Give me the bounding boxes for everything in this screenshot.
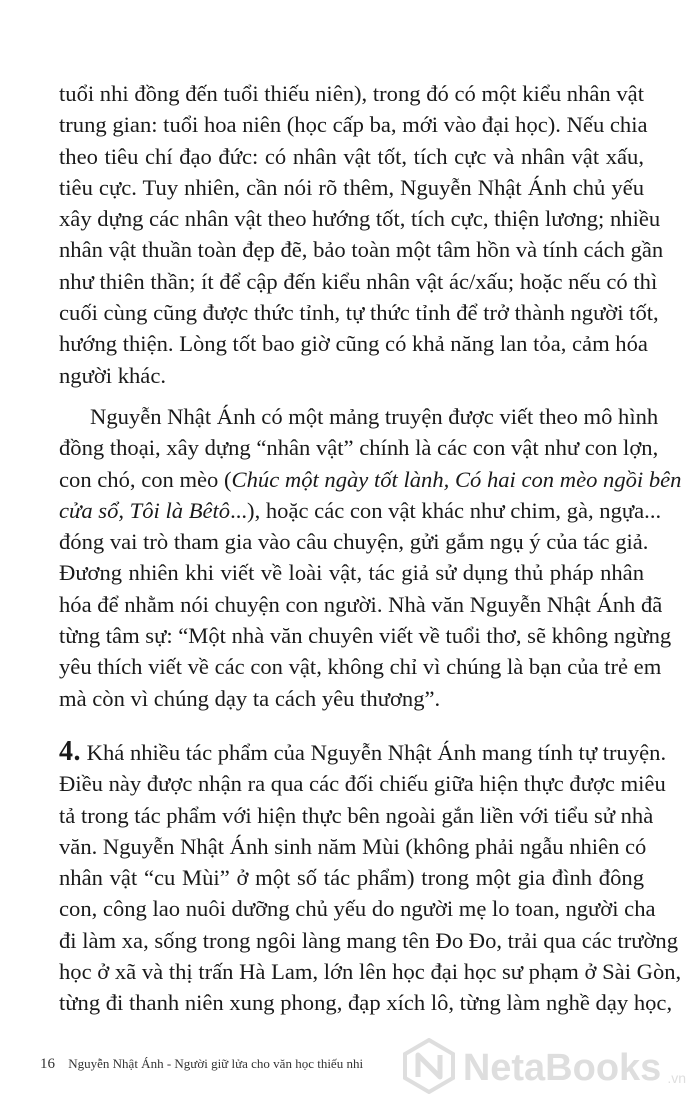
book-titles-italic: Chúc một ngày tốt lành, Có hai con mèo ngồi bên [231, 466, 682, 492]
book-titles-italic: cửa sổ, Tôi là Bêtô [59, 497, 231, 523]
text-line: đóng vai trò tham gia vào câu chuyện, gửi gắm ngụ ý của tác giả. [59, 529, 649, 555]
text-line: tả trong tác phẩm với hiện thực bên ngoài gắn liền với tiểu sử nhà [59, 802, 654, 828]
text-run: ...), hoặc các con vật khác như chim, gà, ngựa... [230, 497, 662, 523]
text-line: Đương nhiên khi viết về loài vật, tác giả sử dụng thủ pháp nhân [59, 560, 644, 586]
text-line: nhân vật thuần toàn đẹp đẽ, bảo toàn một tâm hồn và tính cách gần [59, 237, 664, 263]
text-line: theo tiêu chí đạo đức: có nhân vật tốt, tích cực và nhân vật xấu, [59, 143, 644, 169]
text-line [59, 495, 662, 526]
netabooks-n-logo-icon [401, 1038, 457, 1099]
paragraph-2 [59, 401, 682, 714]
watermark-tld: .vn [667, 1070, 686, 1086]
text-line: hướng thiện. Lòng tốt bao giờ cũng có khả năng lan tỏa, cảm hóa [59, 331, 648, 357]
text-line: văn. Nguyễn Nhật Ánh sinh năm Mùi (không phải ngẫu nhiên có [59, 833, 647, 859]
text-line: từng tâm sự: “Một nhà văn chuyên viết về tuổi thơ, sẽ không ngừng [59, 623, 672, 649]
section-number: 4. [59, 735, 81, 767]
text-line [59, 464, 682, 495]
netabooks-watermark [401, 1040, 686, 1096]
body-text [59, 78, 682, 1019]
text-line: mà còn vì chúng dạy ta cách yêu thương”. [59, 685, 441, 711]
text-line: cuối cùng cũng được thức tỉnh, tự thức tỉnh để trở thành người tốt, [59, 300, 659, 326]
paragraph-1 [59, 78, 664, 391]
text-run: con chó, con mèo ( [59, 466, 232, 492]
text-line: trung gian: tuổi hoa niên (học cấp ba, mới vào đại học). Nếu chia [59, 112, 648, 138]
page-number: 16 [40, 1056, 55, 1072]
text-line: từng đi thanh niên xung phong, đạp xích lô, từng làm nghề dạy học, [59, 990, 673, 1016]
text-line: con, công lao nuôi dưỡng chủ yếu do người mẹ lo toan, người cha [59, 896, 656, 922]
paragraph-3 [59, 735, 682, 1019]
running-title: Nguyễn Nhật Ánh - Người giữ lửa cho văn học thiếu nhi [68, 1056, 364, 1071]
text-line: học ở xã và thị trấn Hà Lam, lớn lên học đại học sư phạm ở Sài Gòn, [59, 959, 682, 985]
text-run: Khá nhiều tác phẩm của Nguyễn Nhật Ánh mang tính tự truyện. [81, 739, 667, 765]
text-line: tuổi nhi đồng đến tuổi thiếu niên), trong đó có một kiểu nhân vật [59, 81, 644, 106]
text-line: Nguyễn Nhật Ánh có một mảng truyện được viết theo mô hình [90, 403, 659, 429]
page-footer [40, 1056, 363, 1073]
text-line: người khác. [59, 362, 167, 388]
text-line: tiêu cực. Tuy nhiên, cần nói rõ thêm, Nguyễn Nhật Ánh chủ yếu [59, 174, 644, 200]
text-line: hóa để nhằm nói chuyện con người. Nhà văn Nguyễn Nhật Ánh đã [59, 591, 663, 617]
text-line: đồng thoại, xây dựng “nhân vật” chính là các con vật như con lợn, [59, 435, 659, 461]
text-line: nhân vật “cu Mùi” ở một số tác phẩm) trong một gia đình đông [59, 865, 644, 891]
watermark-brand: NetaBooks [462, 1046, 662, 1089]
text-line [59, 735, 667, 768]
text-line: Điều này được nhận ra qua các đối chiếu giữa hiện thực được miêu [59, 771, 666, 797]
text-line: yêu thích viết về các con vật, không chỉ vì chúng là bạn của trẻ em [59, 654, 662, 680]
text-line: như thiên thần; ít để cập đến kiểu nhân vật ác/xấu; hoặc nếu có thì [59, 268, 658, 294]
text-line: đi làm xa, sống trong ngôi làng mang tên Đo Đo, trải qua các trường [59, 927, 679, 953]
text-line: xây dựng các nhân vật theo hướng tốt, tích cực, thiện lương; nhiều [59, 206, 661, 232]
